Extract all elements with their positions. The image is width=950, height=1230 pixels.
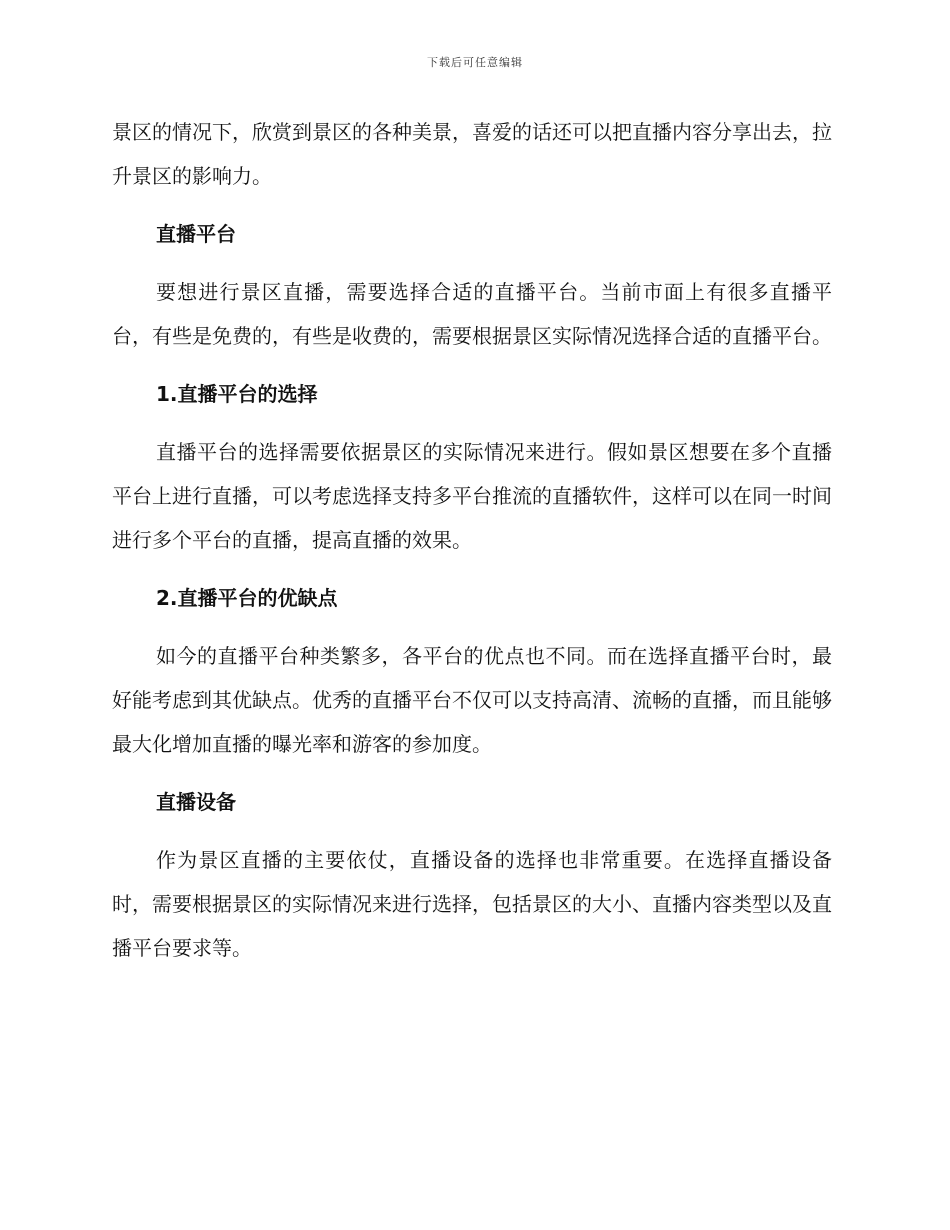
paragraph-platform-pros-cons: 如今的直播平台种类繁多，各平台的优点也不同。而在选择直播平台时，最好能考虑到其优缺点。优秀的直播平台不仅可以支持高清、流畅的直播，而且能够最大化增加直播的曝光率和游客的参加度。 [112, 644, 832, 756]
section-heading-live-platform: 直播平台 [156, 222, 236, 246]
subsection-heading-platform-pros-cons: 2.直播平台的优缺点 [156, 586, 338, 610]
paragraph-live-equipment: 作为景区直播的主要依仗，直播设备的选择也非常重要。在选择直播设备时，需要根据景区的实际情况来进行选择，包括景区的大小、直播内容类型以及直播平台要求等。 [112, 848, 832, 960]
section-heading-live-equipment: 直播设备 [156, 790, 236, 814]
paragraph-intro: 景区的情况下，欣赏到景区的各种美景，喜爱的话还可以把直播内容分享出去，拉升景区的影响力。 [112, 120, 832, 188]
paragraph-platform-choice: 直播平台的选择需要依据景区的实际情况来进行。假如景区想要在多个直播平台上进行直播，可以考虑选择支持多平台推流的直播软件，这样可以在同一时间进行多个平台的直播，提高直播的效果。 [112, 440, 832, 552]
document-body [112, 110, 832, 984]
page-header: 下载后可任意编辑 [427, 56, 523, 69]
paragraph-platform-intro: 要想进行景区直播，需要选择合适的直播平台。当前市面上有很多直播平台，有些是免费的，有些是收费的，需要根据景区实际情况选择合适的直播平台。 [112, 280, 832, 348]
subsection-heading-platform-choice: 1.直播平台的选择 [156, 382, 318, 406]
